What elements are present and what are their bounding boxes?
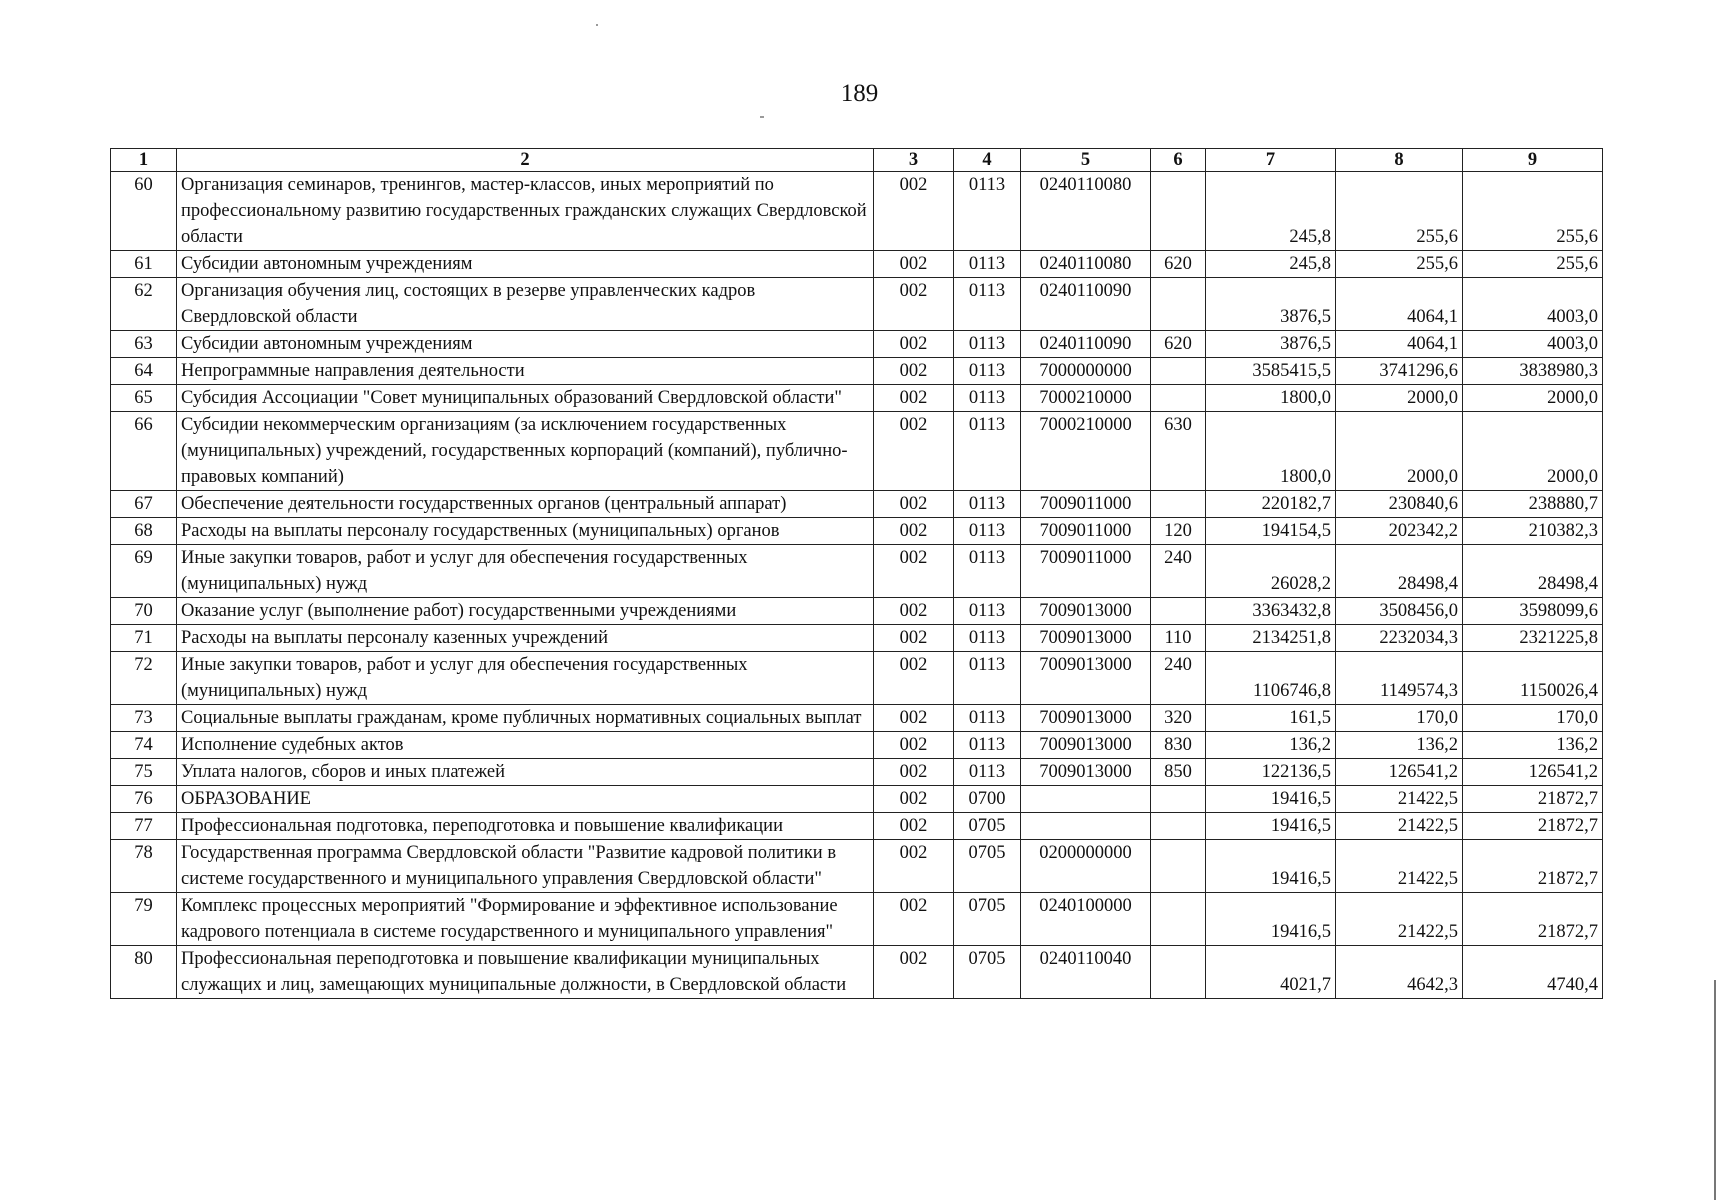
amount-col7: 19416,5	[1206, 813, 1336, 840]
amount-col8: 21422,5	[1336, 813, 1463, 840]
code-section: 0113	[954, 358, 1021, 385]
row-number: 77	[111, 813, 177, 840]
code-expense-type: 120	[1151, 518, 1206, 545]
row-number: 61	[111, 251, 177, 278]
row-number: 74	[111, 732, 177, 759]
amount-col9: 4740,4	[1463, 946, 1603, 999]
amount-col8: 255,6	[1336, 251, 1463, 278]
column-header: 8	[1336, 149, 1463, 172]
table-body	[111, 172, 1603, 999]
code-target-article: 7009011000	[1021, 491, 1151, 518]
row-number: 67	[111, 491, 177, 518]
amount-col9: 238880,7	[1463, 491, 1603, 518]
row-number: 63	[111, 331, 177, 358]
code-expense-type: 850	[1151, 759, 1206, 786]
amount-col9: 255,6	[1463, 172, 1603, 251]
code-department: 002	[874, 652, 954, 705]
table-row	[111, 652, 1603, 705]
row-name: Организация обучения лиц, состоящих в резерве управленческих кадров Свердловской области	[177, 278, 874, 331]
amount-col9: 21872,7	[1463, 786, 1603, 813]
row-name: Социальные выплаты гражданам, кроме публичных нормативных социальных выплат	[177, 705, 874, 732]
code-target-article: 7000000000	[1021, 358, 1151, 385]
row-number: 71	[111, 625, 177, 652]
row-name: Субсидия Ассоциации "Совет муниципальных образований Свердловской области"	[177, 385, 874, 412]
code-expense-type: 630	[1151, 412, 1206, 491]
code-target-article: 7009013000	[1021, 625, 1151, 652]
amount-col8: 21422,5	[1336, 893, 1463, 946]
table-row	[111, 893, 1603, 946]
amount-col8: 28498,4	[1336, 545, 1463, 598]
code-section: 0700	[954, 786, 1021, 813]
column-header: 3	[874, 149, 954, 172]
row-number: 60	[111, 172, 177, 251]
row-name: Расходы на выплаты персоналу казенных учреждений	[177, 625, 874, 652]
amount-col8: 21422,5	[1336, 786, 1463, 813]
column-header: 7	[1206, 149, 1336, 172]
code-department: 002	[874, 705, 954, 732]
code-target-article: 7009013000	[1021, 705, 1151, 732]
amount-col9: 136,2	[1463, 732, 1603, 759]
code-department: 002	[874, 732, 954, 759]
code-department: 002	[874, 786, 954, 813]
row-name: Профессиональная подготовка, переподготовка и повышение квалификации	[177, 813, 874, 840]
code-expense-type: 240	[1151, 652, 1206, 705]
code-section: 0113	[954, 278, 1021, 331]
code-expense-type	[1151, 840, 1206, 893]
code-target-article: 0240110090	[1021, 331, 1151, 358]
code-department: 002	[874, 840, 954, 893]
amount-col7: 1800,0	[1206, 412, 1336, 491]
row-number: 73	[111, 705, 177, 732]
code-department: 002	[874, 893, 954, 946]
row-number: 70	[111, 598, 177, 625]
code-department: 002	[874, 545, 954, 598]
amount-col9: 21872,7	[1463, 893, 1603, 946]
row-number: 80	[111, 946, 177, 999]
amount-col8: 21422,5	[1336, 840, 1463, 893]
row-name: Исполнение судебных актов	[177, 732, 874, 759]
code-section: 0113	[954, 759, 1021, 786]
amount-col9: 28498,4	[1463, 545, 1603, 598]
code-target-article: 0240100000	[1021, 893, 1151, 946]
code-target-article: 0240110080	[1021, 172, 1151, 251]
amount-col8: 255,6	[1336, 172, 1463, 251]
amount-col7: 26028,2	[1206, 545, 1336, 598]
amount-col8: 170,0	[1336, 705, 1463, 732]
amount-col7: 1800,0	[1206, 385, 1336, 412]
header-row	[111, 149, 1603, 172]
table-row	[111, 625, 1603, 652]
code-section: 0113	[954, 652, 1021, 705]
amount-col7: 3363432,8	[1206, 598, 1336, 625]
code-department: 002	[874, 598, 954, 625]
amount-col9: 210382,3	[1463, 518, 1603, 545]
amount-col9: 2000,0	[1463, 385, 1603, 412]
code-section: 0113	[954, 732, 1021, 759]
code-department: 002	[874, 358, 954, 385]
amount-col9: 170,0	[1463, 705, 1603, 732]
code-target-article: 7009013000	[1021, 598, 1151, 625]
code-expense-type: 620	[1151, 251, 1206, 278]
code-section: 0113	[954, 705, 1021, 732]
code-expense-type	[1151, 813, 1206, 840]
code-target-article: 0240110040	[1021, 946, 1151, 999]
code-expense-type: 830	[1151, 732, 1206, 759]
code-target-article: 0240110080	[1021, 251, 1151, 278]
code-expense-type	[1151, 358, 1206, 385]
amount-col9: 4003,0	[1463, 331, 1603, 358]
amount-col7: 122136,5	[1206, 759, 1336, 786]
table-row	[111, 491, 1603, 518]
row-number: 78	[111, 840, 177, 893]
amount-col9: 21872,7	[1463, 840, 1603, 893]
code-department: 002	[874, 251, 954, 278]
code-expense-type	[1151, 598, 1206, 625]
code-target-article	[1021, 813, 1151, 840]
code-section: 0113	[954, 625, 1021, 652]
code-department: 002	[874, 331, 954, 358]
code-department: 002	[874, 518, 954, 545]
amount-col8: 136,2	[1336, 732, 1463, 759]
code-expense-type	[1151, 278, 1206, 331]
table-row	[111, 705, 1603, 732]
amount-col8: 202342,2	[1336, 518, 1463, 545]
row-name: ОБРАЗОВАНИЕ	[177, 786, 874, 813]
row-number: 66	[111, 412, 177, 491]
amount-col7: 19416,5	[1206, 786, 1336, 813]
amount-col7: 245,8	[1206, 172, 1336, 251]
code-department: 002	[874, 412, 954, 491]
row-name: Субсидии некоммерческим организациям (за исключением государственных (муниципальных) учреждений, государственных корпораций (компаний), публично-правовых компаний)	[177, 412, 874, 491]
code-section: 0113	[954, 412, 1021, 491]
code-section: 0113	[954, 491, 1021, 518]
code-target-article: 7000210000	[1021, 412, 1151, 491]
code-expense-type	[1151, 786, 1206, 813]
amount-col8: 4642,3	[1336, 946, 1463, 999]
amount-col9: 3598099,6	[1463, 598, 1603, 625]
row-name: Субсидии автономным учреждениям	[177, 251, 874, 278]
code-department: 002	[874, 278, 954, 331]
table-row	[111, 545, 1603, 598]
row-number: 68	[111, 518, 177, 545]
table-row	[111, 759, 1603, 786]
column-header: 9	[1463, 149, 1603, 172]
code-department: 002	[874, 759, 954, 786]
code-section: 0705	[954, 946, 1021, 999]
scan-speck	[596, 24, 598, 26]
amount-col8: 2232034,3	[1336, 625, 1463, 652]
table-row	[111, 331, 1603, 358]
row-number: 72	[111, 652, 177, 705]
row-number: 75	[111, 759, 177, 786]
table-row	[111, 732, 1603, 759]
code-target-article: 7009011000	[1021, 518, 1151, 545]
row-number: 76	[111, 786, 177, 813]
amount-col8: 3741296,6	[1336, 358, 1463, 385]
code-section: 0705	[954, 840, 1021, 893]
code-expense-type: 320	[1151, 705, 1206, 732]
code-section: 0113	[954, 331, 1021, 358]
amount-col9: 2000,0	[1463, 412, 1603, 491]
table-row	[111, 172, 1603, 251]
row-number: 69	[111, 545, 177, 598]
code-department: 002	[874, 946, 954, 999]
code-expense-type: 110	[1151, 625, 1206, 652]
amount-col7: 245,8	[1206, 251, 1336, 278]
amount-col7: 161,5	[1206, 705, 1336, 732]
amount-col8: 2000,0	[1336, 412, 1463, 491]
code-section: 0113	[954, 545, 1021, 598]
amount-col9: 2321225,8	[1463, 625, 1603, 652]
amount-col7: 3585415,5	[1206, 358, 1336, 385]
code-section: 0113	[954, 251, 1021, 278]
row-name: Субсидии автономным учреждениям	[177, 331, 874, 358]
amount-col7: 3876,5	[1206, 331, 1336, 358]
amount-col7: 3876,5	[1206, 278, 1336, 331]
code-target-article: 0200000000	[1021, 840, 1151, 893]
code-target-article	[1021, 786, 1151, 813]
table-row	[111, 412, 1603, 491]
code-section: 0113	[954, 172, 1021, 251]
scan-edge-line	[1714, 980, 1716, 1200]
row-number: 79	[111, 893, 177, 946]
code-expense-type	[1151, 385, 1206, 412]
code-section: 0705	[954, 893, 1021, 946]
code-expense-type	[1151, 946, 1206, 999]
code-target-article: 7000210000	[1021, 385, 1151, 412]
column-header: 2	[177, 149, 874, 172]
row-name: Государственная программа Свердловской области "Развитие кадровой политики в системе государственного и муниципального управления Свердловской области"	[177, 840, 874, 893]
amount-col7: 1106746,8	[1206, 652, 1336, 705]
amount-col9: 3838980,3	[1463, 358, 1603, 385]
row-name: Непрограммные направления деятельности	[177, 358, 874, 385]
code-department: 002	[874, 491, 954, 518]
amount-col8: 3508456,0	[1336, 598, 1463, 625]
amount-col8: 126541,2	[1336, 759, 1463, 786]
code-expense-type	[1151, 491, 1206, 518]
row-name: Иные закупки товаров, работ и услуг для обеспечения государственных (муниципальных) нужд	[177, 652, 874, 705]
amount-col9: 4003,0	[1463, 278, 1603, 331]
amount-col8: 4064,1	[1336, 278, 1463, 331]
row-name: Уплата налогов, сборов и иных платежей	[177, 759, 874, 786]
amount-col8: 230840,6	[1336, 491, 1463, 518]
amount-col7: 136,2	[1206, 732, 1336, 759]
row-number: 64	[111, 358, 177, 385]
table-row	[111, 358, 1603, 385]
code-section: 0705	[954, 813, 1021, 840]
table-row	[111, 598, 1603, 625]
column-header: 1	[111, 149, 177, 172]
table-row	[111, 813, 1603, 840]
amount-col9: 255,6	[1463, 251, 1603, 278]
code-department: 002	[874, 385, 954, 412]
table-row	[111, 278, 1603, 331]
row-name: Обеспечение деятельности государственных органов (центральный аппарат)	[177, 491, 874, 518]
amount-col9: 1150026,4	[1463, 652, 1603, 705]
code-department: 002	[874, 625, 954, 652]
code-department: 002	[874, 813, 954, 840]
code-section: 0113	[954, 385, 1021, 412]
code-target-article: 7009013000	[1021, 759, 1151, 786]
code-department: 002	[874, 172, 954, 251]
amount-col9: 21872,7	[1463, 813, 1603, 840]
table-row	[111, 518, 1603, 545]
table-row	[111, 840, 1603, 893]
column-header: 4	[954, 149, 1021, 172]
page-number: 189	[840, 80, 879, 107]
amount-col7: 4021,7	[1206, 946, 1336, 999]
row-name: Оказание услуг (выполнение работ) государственными учреждениями	[177, 598, 874, 625]
row-name: Профессиональная переподготовка и повышение квалификации муниципальных служащих и лиц, замещающих муниципальные должности, в Свердловской области	[177, 946, 874, 999]
code-expense-type	[1151, 893, 1206, 946]
code-target-article: 7009011000	[1021, 545, 1151, 598]
row-number: 62	[111, 278, 177, 331]
table-row	[111, 251, 1603, 278]
row-number: 65	[111, 385, 177, 412]
code-section: 0113	[954, 518, 1021, 545]
code-target-article: 7009013000	[1021, 652, 1151, 705]
code-expense-type	[1151, 172, 1206, 251]
amount-col7: 19416,5	[1206, 893, 1336, 946]
amount-col8: 1149574,3	[1336, 652, 1463, 705]
code-section: 0113	[954, 598, 1021, 625]
amount-col7: 2134251,8	[1206, 625, 1336, 652]
amount-col7: 220182,7	[1206, 491, 1336, 518]
scan-speck	[760, 116, 764, 118]
budget-table	[110, 148, 1603, 999]
amount-col8: 4064,1	[1336, 331, 1463, 358]
amount-col8: 2000,0	[1336, 385, 1463, 412]
table-row	[111, 786, 1603, 813]
amount-col7: 19416,5	[1206, 840, 1336, 893]
row-name: Организация семинаров, тренингов, мастер-классов, иных мероприятий по профессиональному развитию государственных гражданских служащих Свердловской области	[177, 172, 874, 251]
table-row	[111, 385, 1603, 412]
column-header: 5	[1021, 149, 1151, 172]
code-target-article: 7009013000	[1021, 732, 1151, 759]
amount-col9: 126541,2	[1463, 759, 1603, 786]
code-target-article: 0240110090	[1021, 278, 1151, 331]
table-row	[111, 946, 1603, 999]
code-expense-type: 240	[1151, 545, 1206, 598]
code-expense-type: 620	[1151, 331, 1206, 358]
row-name: Иные закупки товаров, работ и услуг для обеспечения государственных (муниципальных) нужд	[177, 545, 874, 598]
row-name: Расходы на выплаты персоналу государственных (муниципальных) органов	[177, 518, 874, 545]
row-name: Комплекс процессных мероприятий "Формирование и эффективное использование кадрового потенциала в системе государственного и муниципального управления"	[177, 893, 874, 946]
amount-col7: 194154,5	[1206, 518, 1336, 545]
column-header: 6	[1151, 149, 1206, 172]
